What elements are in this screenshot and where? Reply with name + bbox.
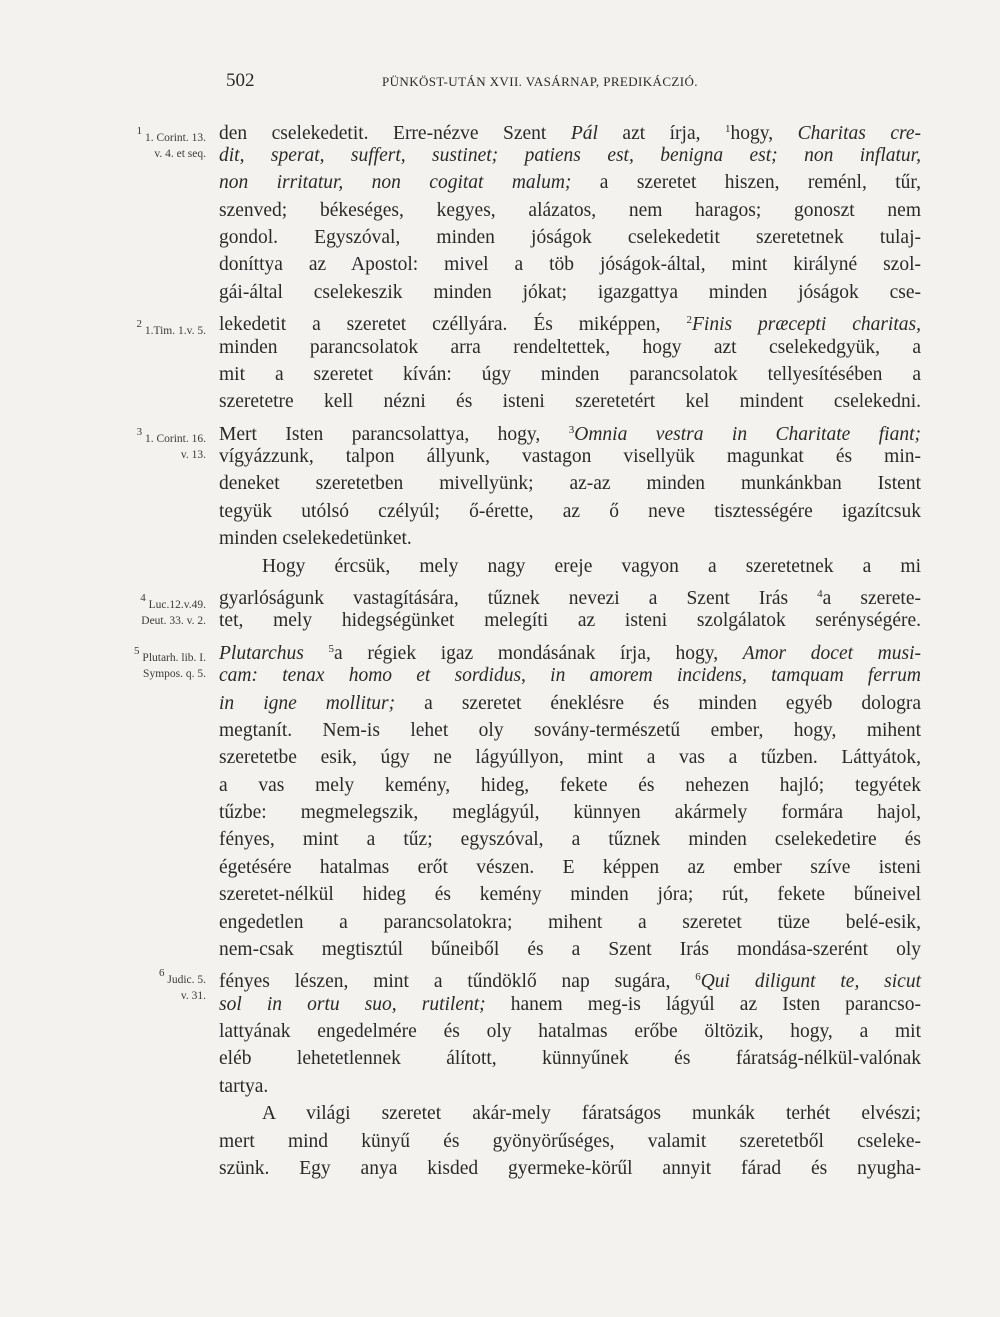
text-line: megtanít. Nem-is lehet oly sovány-természetű ember, hogy, mihent: [219, 720, 921, 741]
text-line: mit a szeretet kíván: úgy minden parancsolatok tellyesítésében a: [219, 364, 921, 385]
text-line: doníttya az Apostol: mivel a töb jóságok-által, mint királyné szol-: [219, 254, 921, 275]
text-line: minden parancsolatok arra rendeltettek, hogy azt cselekedgyük, a: [219, 337, 921, 358]
text-line: tartya.: [219, 1076, 269, 1097]
text-line: gyarlóságunk vastagítására, tűznek nevezi a Szent Irás $^4$a szerete-: [219, 588, 921, 609]
text-line: vígyázzunk, talpon állyunk, vastagon visellyük magunkat és min-: [219, 446, 921, 467]
text-line: fényes lészen, mint a tűndöklő nap sugára, $^6$Qui diligunt te, sicut: [219, 971, 922, 992]
text-line: gondol. Egyszóval, minden jóságok cselekedetit szeretetnek tulaj-: [219, 227, 921, 248]
text-line: lattyának engedelmére és oly hatalmas erőbe öltözik, hogy, a mit: [219, 1021, 921, 1042]
text-line: szenved; békeséges, kegyes, alázatos, nem haragos; gonoszt nem: [219, 200, 921, 221]
page-header: [0, 70, 1000, 100]
text-line: in igne mollitur; a szeretet éneklésre és minden egyéb dologra: [219, 693, 921, 714]
text-line: dit, sperat, suffert, sustinet; patiens est, benigna est; non inflatur,: [219, 145, 921, 166]
text-line: engedetlen a parancsolatokra; mihent a szeretet tüze belé-esik,: [219, 912, 921, 933]
margin-note: 3 1. Corint. 16. v. 13.: [136, 426, 206, 461]
text-line: szeretetre kell nézni és isteni szeretetért kel mindent cselekedni.: [219, 391, 921, 412]
running-head: PÜNKÖST-UTÁN XVII. VASÁRNAP, PREDIKÁCZIÓ.: [382, 74, 698, 89]
text-line: lekedetit a szeretet czéllyára. És miképpen, $^2$Finis præcepti charitas,: [219, 314, 921, 335]
text-line: tűzbe: megmelegszik, meglágyúl, künnyen akármely formára hajol,: [219, 802, 921, 823]
text-line: cam: tenax homo et sordidus, in amorem incidens, tamquam ferrum: [219, 665, 921, 686]
text-line: fényes, mint a tűz; egyszóval, a tűznek minden cselekedetire és: [219, 829, 921, 850]
text-line: szeretetbe esik, úgy ne lágyúllyon, mint a vas a tűzben. Láttyátok,: [219, 747, 921, 768]
margin-note: 2 1.Tim. 1.v. 5.: [136, 318, 206, 337]
text-line: Mert Isten parancsolattya, hogy, $^3$Omnia vestra in Charitate fiant;: [219, 424, 921, 445]
text-line: nem-csak megtisztúl bűneiből és a Szent Irás mondása-szerént oly: [219, 939, 921, 960]
text-line: égetésére hatalmas erőt vészen. E képpen az ember szíve isteni: [219, 857, 921, 878]
text-line: sol in ortu suo, rutilent; hanem meg-is lágyúl az Isten parancso-: [219, 994, 921, 1015]
text-line: mert mind künyű és gyönyörűséges, valamit szeretetből cseleke-: [219, 1131, 921, 1152]
text-line: den cselekedetit. Erre-nézve Szent Pál azt írja, $^1$hogy, Charitas cre-: [219, 123, 921, 144]
text-line: Plutarchus $^5$a régiek igaz mondásának írja, hogy, Amor docet musi-: [219, 643, 922, 664]
text-line: non irritatur, non cogitat malum; a szeretet hiszen, reménl, tűr,: [219, 172, 921, 193]
text-line: Hogy ércsük, mely nagy ereje vagyon a szeretetnek a mi: [262, 556, 921, 577]
text-line: minden cselekedetünket.: [219, 528, 412, 549]
text-line: a vas mely kemény, hideg, fekete és nehezen hajló; tegyétek: [219, 775, 921, 796]
margin-note: 5 Plutarh. lib. I. Sympos. q. 5.: [134, 645, 206, 680]
page-number: 502: [226, 70, 255, 91]
text-line: deneket szeretetben mivellyünk; az-az minden munkánkban Istent: [219, 473, 921, 494]
text-line: tet, mely hidegségünket melegíti az isteni szolgálatok serénységére.: [219, 610, 921, 631]
text-line: szeretet-nélkül hideg és kemény minden jóra; rút, fekete bűneivel: [219, 884, 921, 905]
text-line: eléb lehetetlennek álított, künnyűnek és fáratság-nélkül-valónak: [219, 1048, 921, 1069]
text-line: gái-által cselekeszik minden jókat; igazgattya minden jóságok cse-: [219, 282, 921, 303]
text-line: szünk. Egy anya kisded gyermeke-körűl annyit fárad és nyugha-: [219, 1158, 921, 1179]
text-line: tegyük utólsó czélyúl; ő-érette, az ő neve tisztességére igazítcsuk: [219, 501, 921, 522]
margin-note: 4 Luc.12.v.49. Deut. 33. v. 2.: [140, 592, 206, 627]
margin-note: 6 Judic. 5. v. 31.: [158, 967, 206, 1002]
margin-note: 1 1. Corint. 13. v. 4. et seq.: [136, 125, 206, 160]
text-line: A világi szeretet akár-mely fáratságos munkák terhét elvészi;: [262, 1103, 921, 1124]
